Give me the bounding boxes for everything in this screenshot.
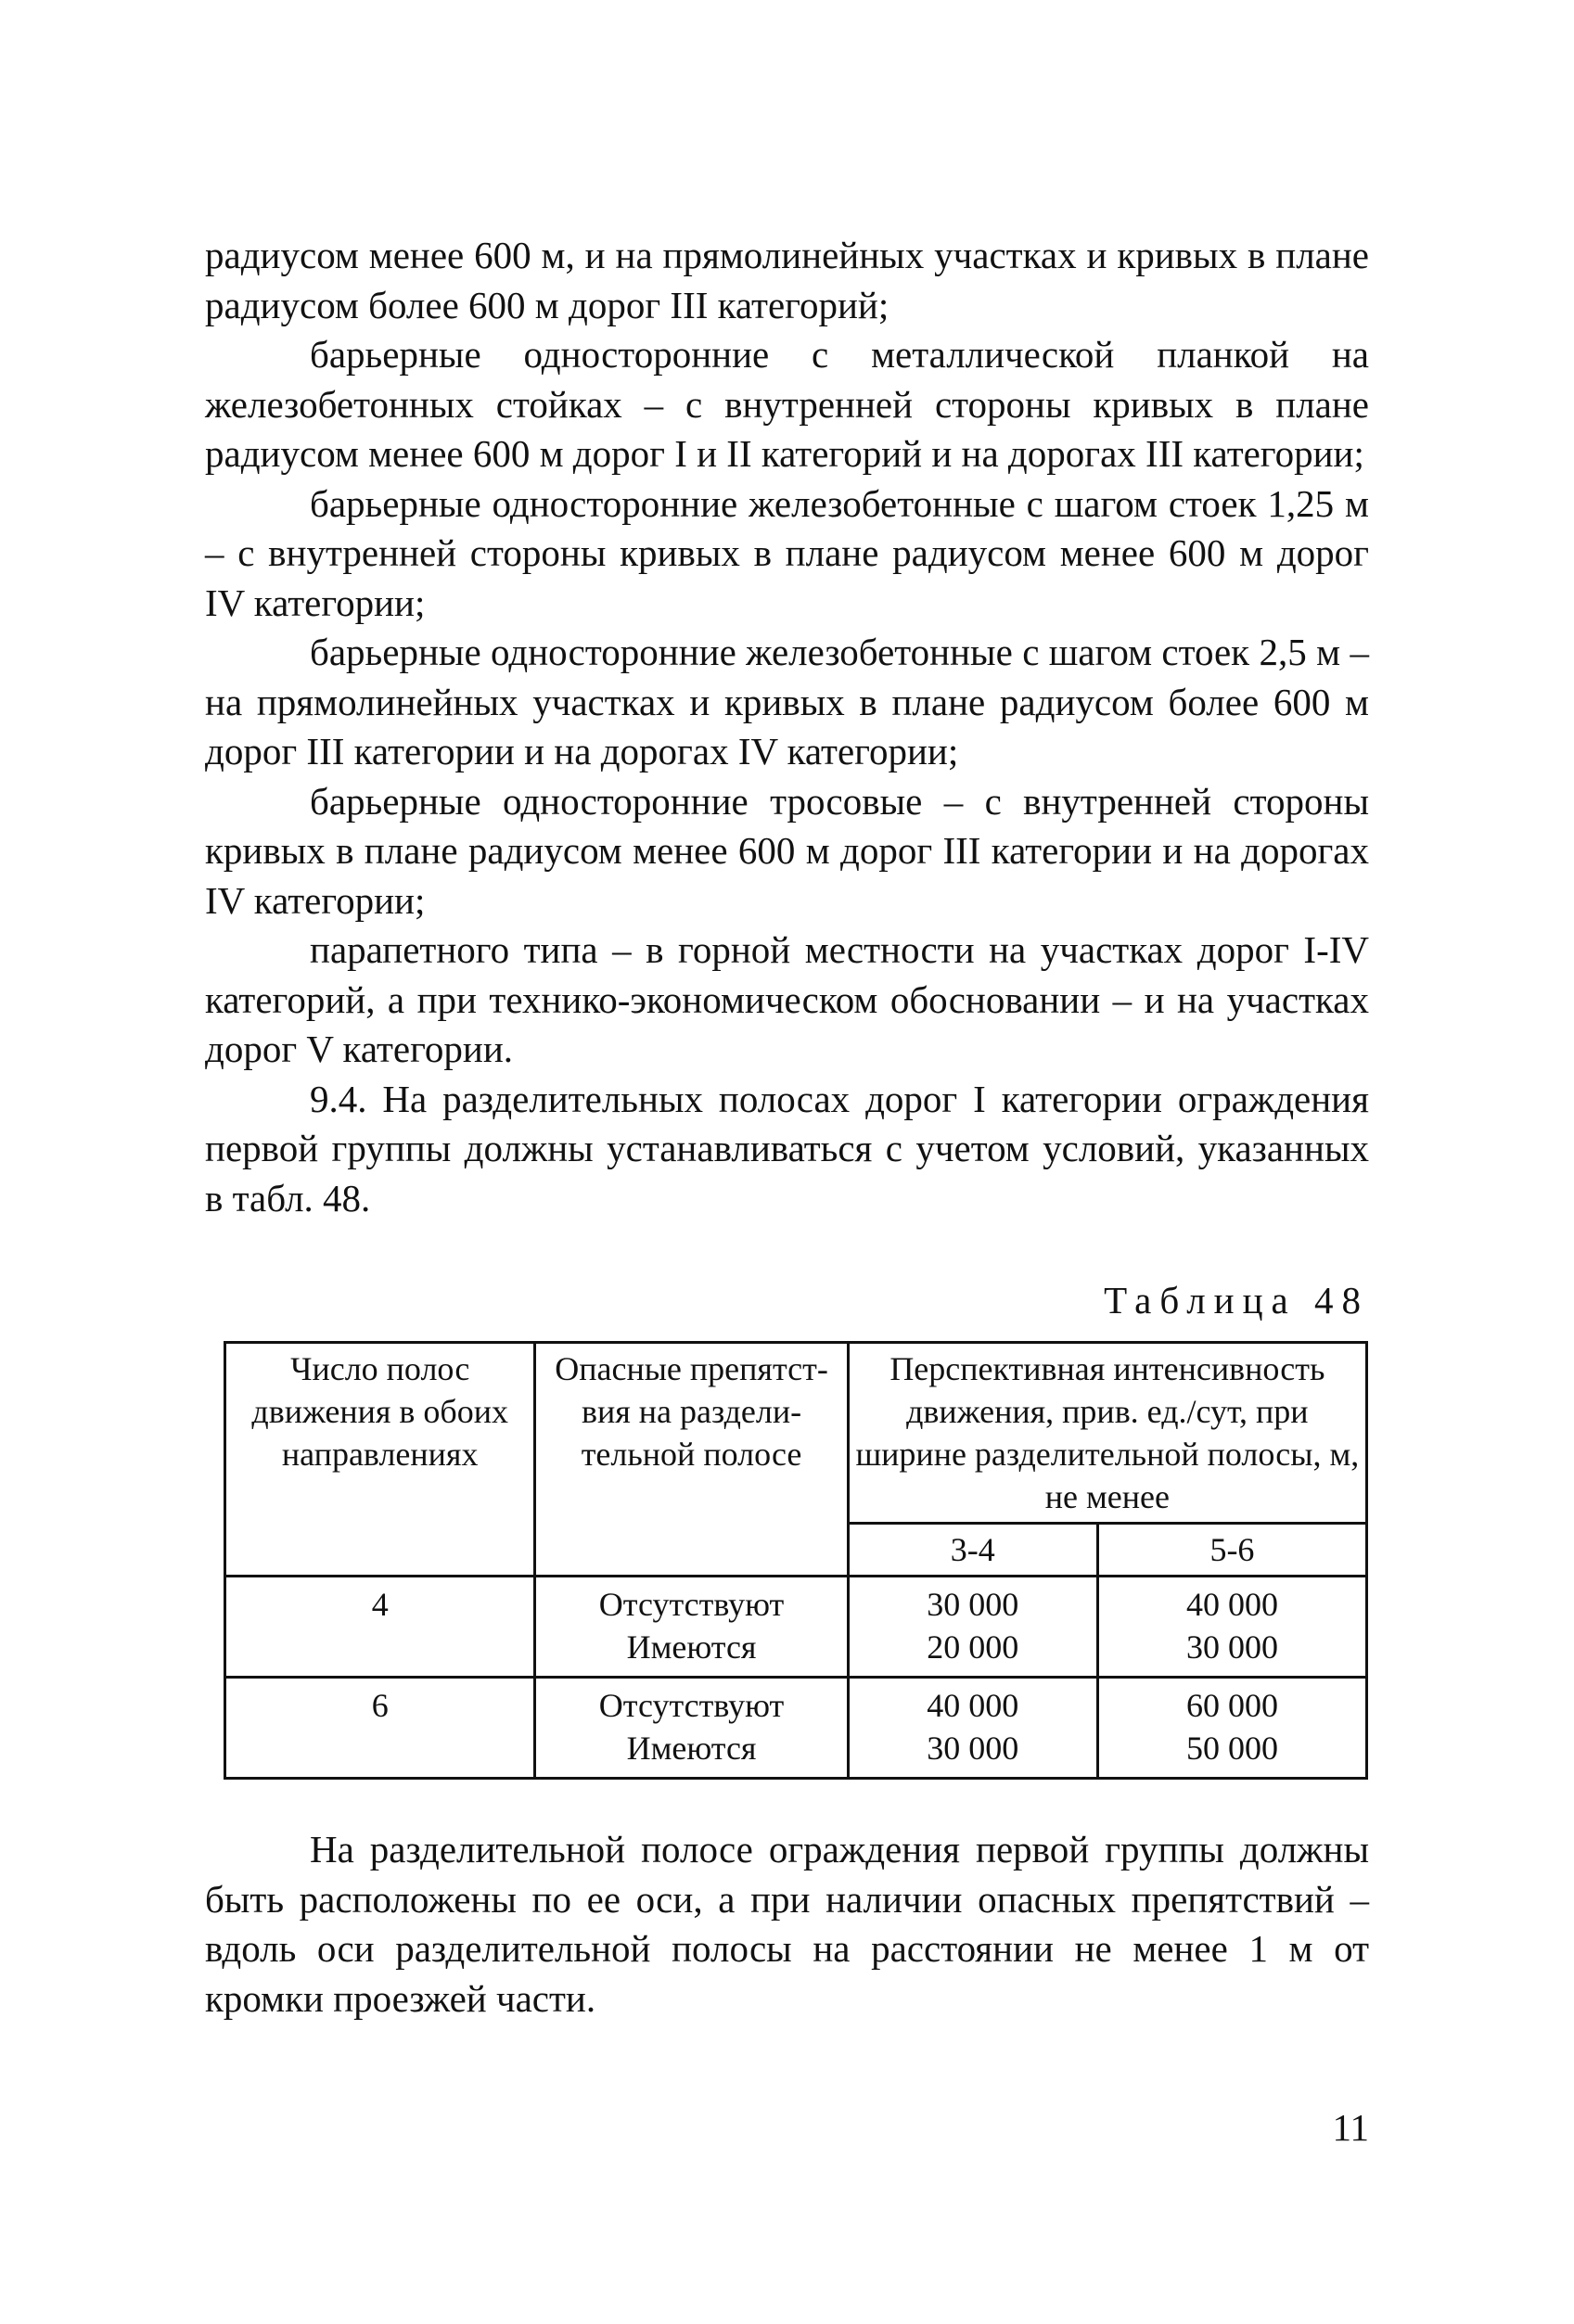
cell-value: 40 000: [927, 1687, 1019, 1724]
cell-lanes: 6: [225, 1678, 535, 1779]
header-intensity: Перспективная интенсивность движения, прив. ед./сут, при ширине разделительной полосы, м, не менее: [848, 1343, 1366, 1524]
cell-value: 30 000: [1185, 1628, 1278, 1666]
header-lanes: Число полос движения в обоих направлениях: [225, 1343, 535, 1577]
cell-value: 30 000: [927, 1586, 1019, 1623]
cell-value: Отсутствуют: [598, 1687, 785, 1724]
closing-text: [205, 1825, 1369, 2024]
paragraph-barrier-concrete-25: барьерные односторонние железобетонные с шагом стоек 2,5 м – на прямолинейных участках и кривых в плане радиусом более 600 м дорог III категории и на дорогах IV категории;: [205, 631, 1369, 773]
paragraph-continuation: радиусом менее 600 м, и на прямолинейных участках и кривых в плане радиусом более 600 м дорог III категорий;: [205, 234, 1369, 326]
paragraph-barrier-cable: барьерные односторонние тросовые – с внутренней стороны кривых в плане радиусом менее 600 м дорог III категории и на дорогах IV категории;: [205, 779, 1369, 922]
paragraph-closing: На разделительной полосе ограждения первой группы должны быть расположены по ее оси, а при наличии опасных препятствий – вдоль оси разделительной полосы на расстоянии не менее 1 м от кромки проезжей части.: [205, 1828, 1369, 2020]
header-obstacles: Опасные препятст-вия на раздели-тельной полосе: [535, 1343, 848, 1577]
cell-value: 30 000: [927, 1730, 1019, 1767]
cell-value: 40 000: [1185, 1586, 1278, 1623]
table-row: [225, 1678, 1367, 1779]
cell-width-3-4: [848, 1577, 1097, 1678]
data-table: [224, 1341, 1368, 1780]
header-width-3-4: 3-4: [848, 1524, 1097, 1577]
paragraph-parapet: парапетного типа – в горной местности на участках дорог I-IV категорий, а при технико-экономическом обосновании – и на участках дорог V категории.: [205, 928, 1369, 1070]
page-number: 11: [1332, 2106, 1369, 2149]
cell-value: 60 000: [1185, 1687, 1278, 1724]
body-text: [205, 231, 1369, 1223]
cell-width-5-6: [1097, 1577, 1366, 1678]
paragraph-barrier-concrete-125: барьерные односторонние железобетонные с шагом стоек 1,25 м – с внутренней стороны кривых в плане радиусом менее 600 м дорог IV категории;: [205, 481, 1369, 624]
cell-value: 50 000: [1185, 1730, 1278, 1767]
cell-value: Отсутствуют: [598, 1586, 785, 1623]
cell-obstacles: [535, 1577, 848, 1678]
cell-value: 20 000: [927, 1628, 1019, 1666]
paragraph-section-9-4: 9.4. На разделительных полосах дорог I категории ограждения первой группы должны устанавливаться с учетом условий, указанных в табл. 48.: [205, 1077, 1369, 1219]
table-caption: Таблица 48: [1104, 1279, 1369, 1322]
cell-lanes: 4: [225, 1577, 535, 1678]
paragraph-barrier-metal-plank: барьерные односторонние с металлической планкой на железобетонных стойках – с внутренней стороны кривых в плане радиусом менее 600 м дорог I и II категорий и на дорогах III категории;: [205, 333, 1369, 475]
cell-obstacles: [535, 1678, 848, 1779]
cell-width-5-6: [1097, 1678, 1366, 1779]
table-row: [225, 1577, 1367, 1678]
cell-width-3-4: [848, 1678, 1097, 1779]
cell-value: Имеются: [626, 1628, 757, 1666]
table-header-row: [225, 1343, 1367, 1524]
cell-value: Имеются: [626, 1730, 757, 1767]
header-width-5-6: 5-6: [1097, 1524, 1366, 1577]
